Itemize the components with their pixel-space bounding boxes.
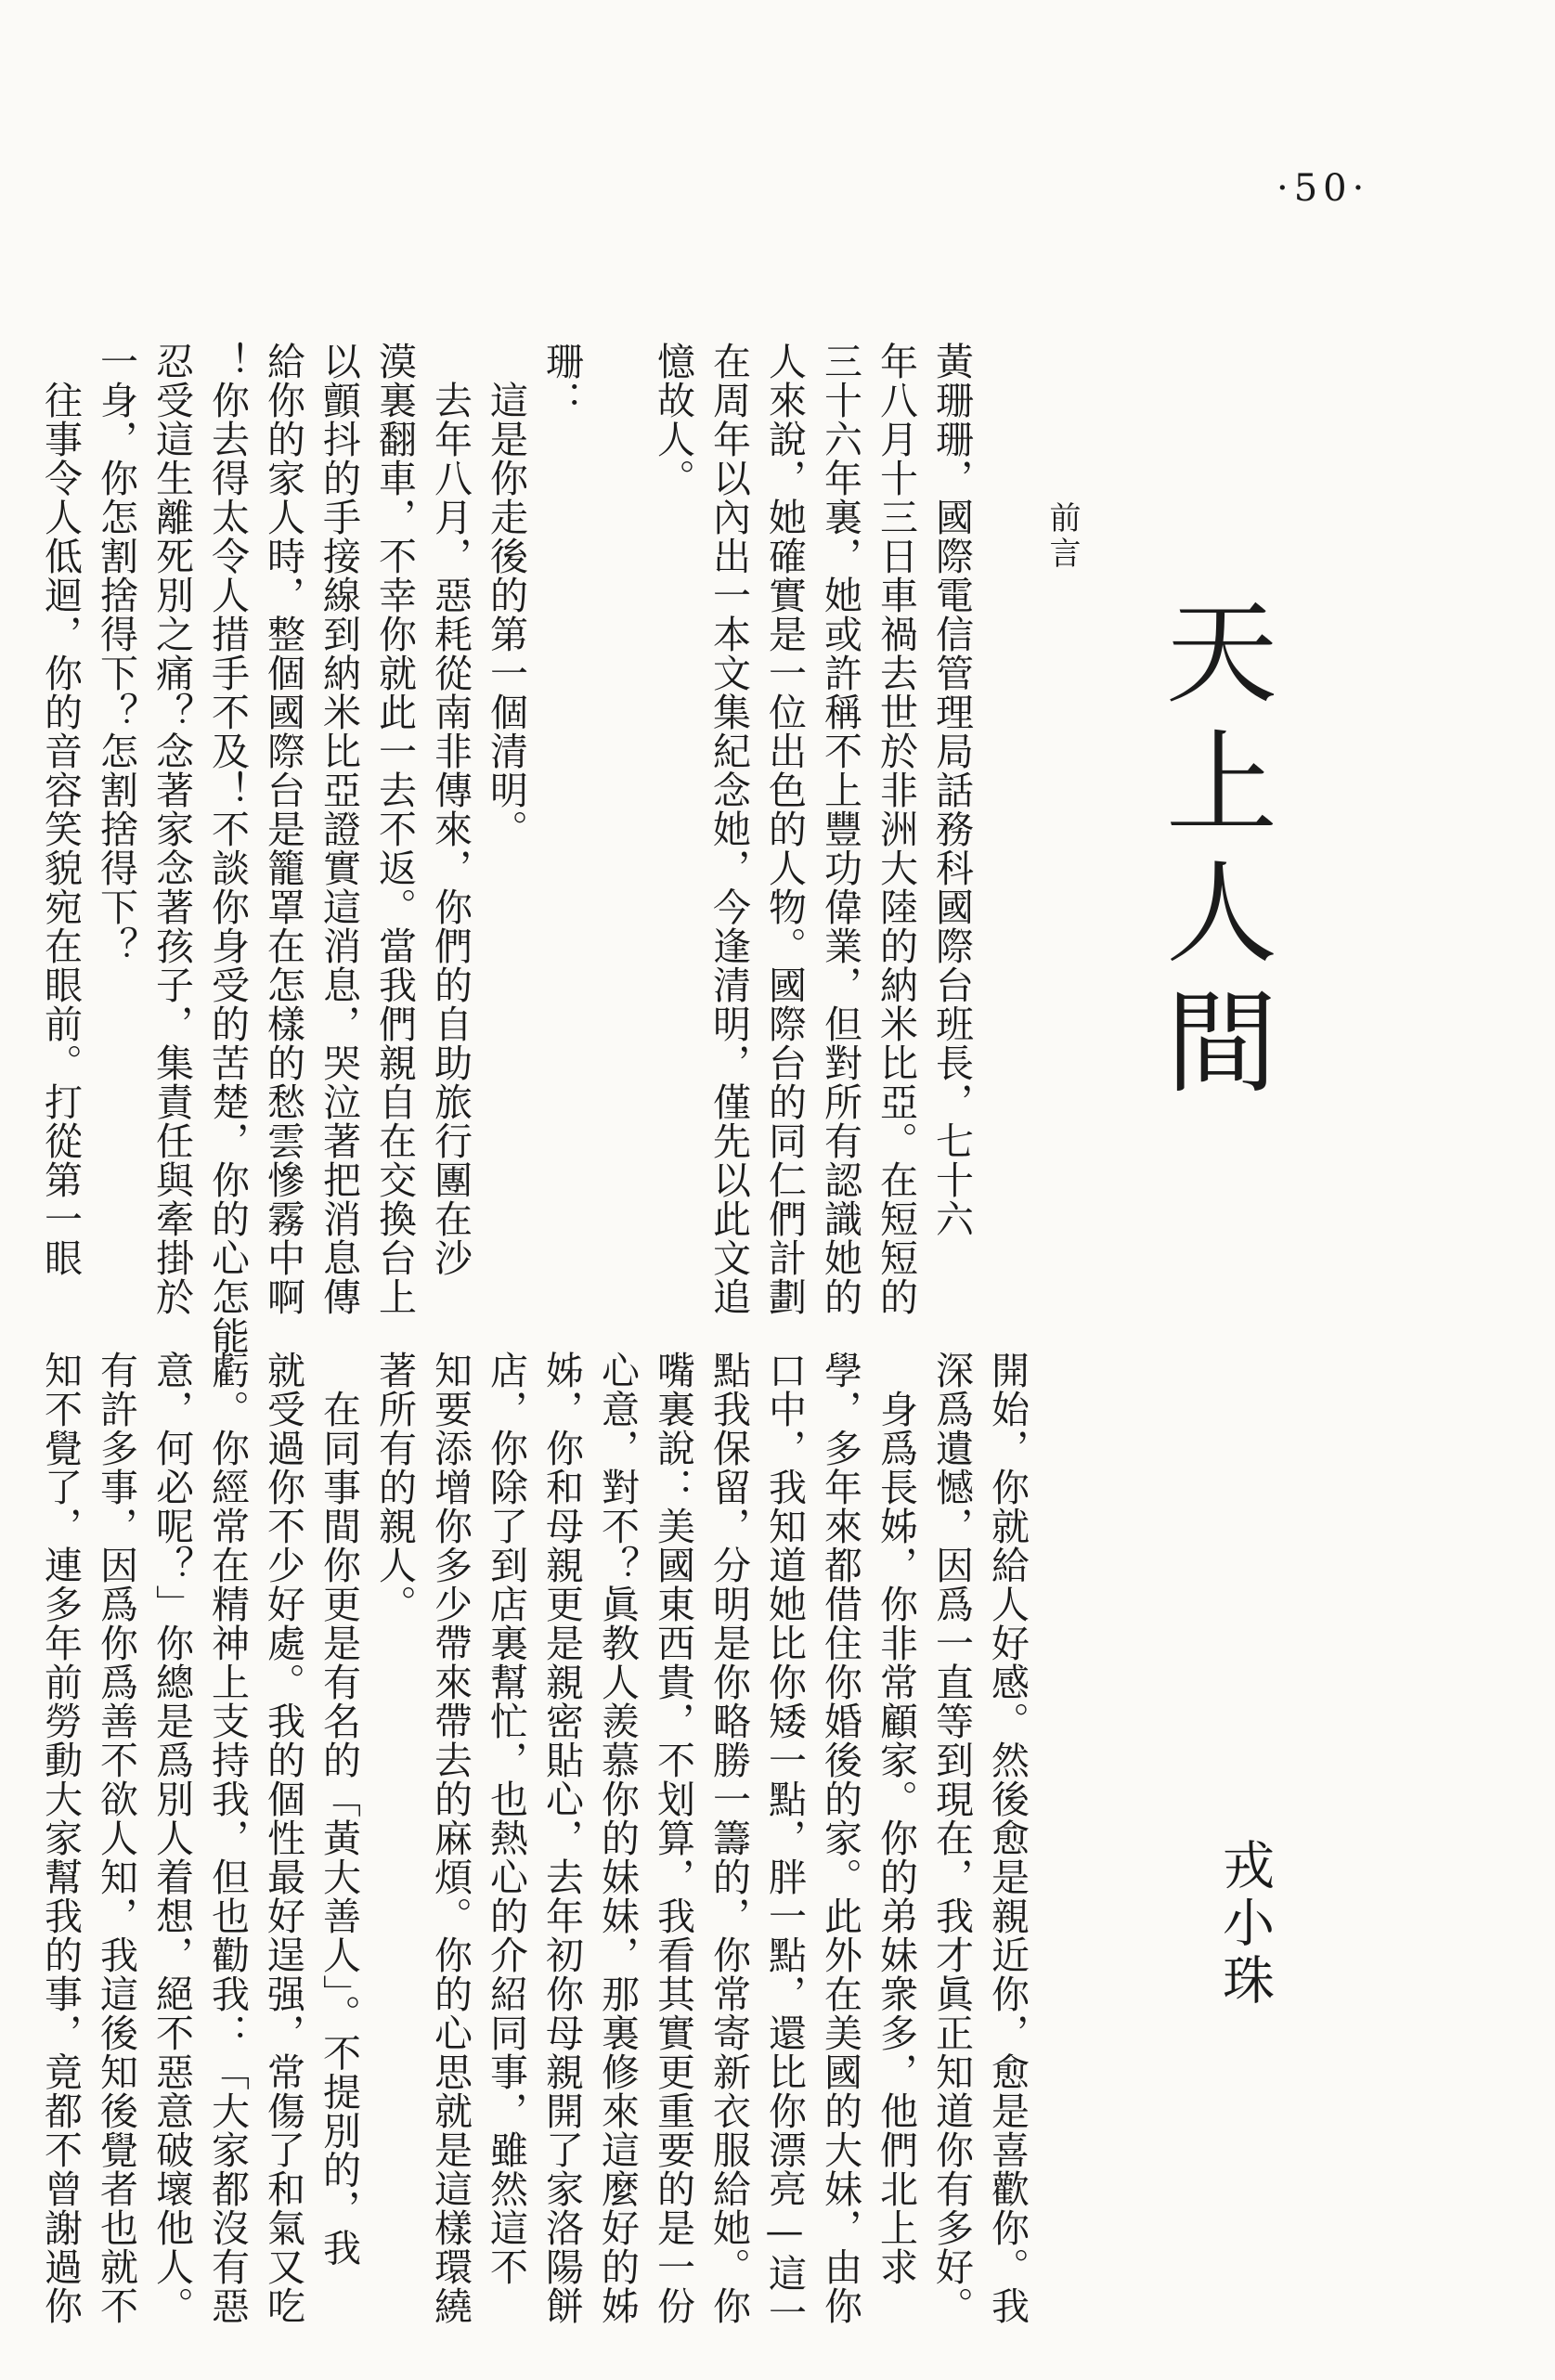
bottom-text-block <box>32 1351 1035 2353</box>
text-line: 嘴裏說：美國東西貴，不划算，我看其實更重要的是一份 <box>651 1351 695 2325</box>
text-line: 年八月十三日車禍去世於非洲大陸的納米比亞。在短短的 <box>874 342 918 1316</box>
text-line: 給你的家人時，整個國際台是籠罩在怎樣的愁雲慘霧中啊 <box>261 342 305 1316</box>
text-line: 身爲長姊，你非常顧家。你的弟妹衆多，他們北上求 <box>874 1351 918 2286</box>
page-number: ·50· <box>1276 167 1370 210</box>
text-line: 知要添增你多少帶來帶去的麻煩。你的心思就是這樣環繞 <box>428 1351 473 2325</box>
text-line: 就受過你不少好處。我的個性最好逞强，常傷了和氣又吃 <box>261 1351 305 2325</box>
top-text-block <box>32 342 979 1355</box>
text-line: 意，何必呢？」你總是爲別人着想，絕不惡意破壞他人。 <box>149 1351 194 2325</box>
text-line: 憶故人。 <box>651 342 695 498</box>
text-line: 以顫抖的手接線到納米比亞證實這消息，哭泣著把消息傳 <box>317 342 361 1316</box>
text-line: 店，你除了到店裏幫忙，也熱心的介紹同事，雖然這不 <box>484 1351 528 2286</box>
text-line: 漠裏翻車，不幸你就此一去不返。當我們親自在交換台上 <box>372 342 417 1316</box>
text-line: 心意，對不？眞教人羨慕你的妹妹，那裏修來這麼好的姊 <box>595 1351 640 2325</box>
text-line: 開始，你就給人好感。然後愈是親近你，愈是喜歡你。我 <box>985 1351 1030 2325</box>
text-line: 忍受這生離死別之痛？念著家念著孩子，集責任與牽掛於 <box>149 342 194 1316</box>
text-line: 這是你走後的第一個清明。 <box>484 342 528 848</box>
text-line: 人來說，她確實是一位出色的人物。國際台的同仁們計劃 <box>762 342 807 1316</box>
text-line: 虧。你經常在精神上支持我，但也勸我：「大家都沒有惡 <box>205 1351 250 2325</box>
text-line: 黃珊珊，國際電信管理局話務科國際台班長，七十六 <box>929 342 974 1238</box>
article-title: 天上人間 <box>1147 594 1276 1114</box>
text-line: 一身，你怎割捨得下？怎割捨得下？ <box>94 342 138 965</box>
text-line: ！你去得太令人措手不及！不談你身受的苦楚，你的心怎能 <box>205 342 250 1355</box>
text-line: 往事令人低迴，你的音容笑貌宛在眼前。打從第一眼 <box>38 342 83 1277</box>
section-heading: 前言 <box>1043 501 1081 572</box>
text-line: 知不覺了，連多年前勞動大家幫我的事，竟都不曾謝過你 <box>38 1351 83 2325</box>
text-line: 有許多事，因爲你爲善不欲人知，我這後知後覺者也就不 <box>94 1351 138 2325</box>
text-line: 三十六年裏，她或許稱不上豐功偉業，但對所有認識她的 <box>818 342 862 1316</box>
text-line: 在周年以內出一本文集紀念她，今逢清明，僅先以此文追 <box>706 342 751 1316</box>
text-line: 著所有的親人。 <box>372 1351 417 1623</box>
text-line: 點我保留，分明是你略勝一籌的，你常寄新衣服給她。你 <box>706 1351 751 2325</box>
text-line: 口中，我知道她比你矮一點，胖一點，還比你漂亮—這一 <box>762 1351 807 2332</box>
text-line <box>590 342 645 1344</box>
text-line: 去年八月，惡耗從南非傳來，你們的自助旅行團在沙 <box>428 342 473 1277</box>
author-name: 戎小珠 <box>1214 1838 1275 2011</box>
text-line: 學，多年來都借住你婚後的家。此外在美國的大妹，由你 <box>818 1351 862 2325</box>
text-line: 深爲遺憾，因爲一直等到現在，我才眞正知道你有多好。 <box>929 1351 974 2325</box>
text-line: 珊： <box>539 342 584 420</box>
text-line: 姊，你和母親更是親密貼心，去年初你母親開了家洛陽餅 <box>539 1351 584 2325</box>
text-line: 在同事間你更是有名的「黃大善人」。不提別的，我 <box>317 1351 361 2268</box>
